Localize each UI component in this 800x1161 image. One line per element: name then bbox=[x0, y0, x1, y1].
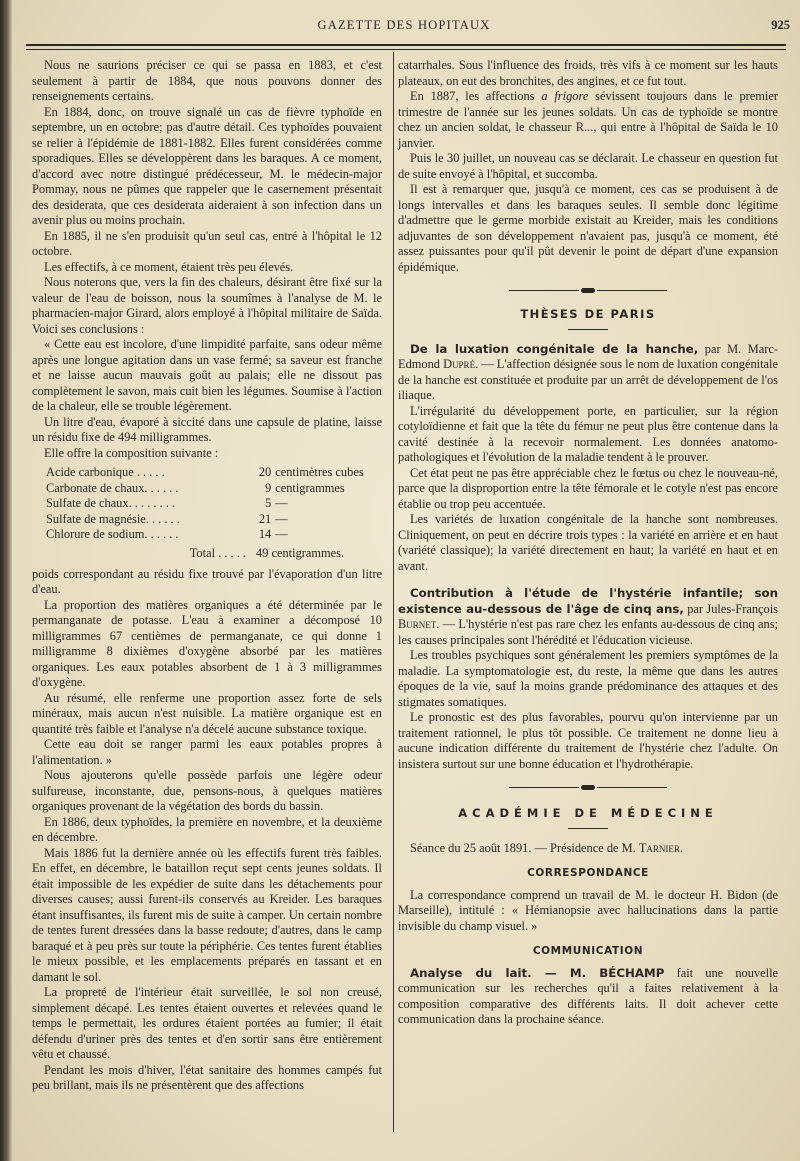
communication-title: Analyse du lait. — M. BÉCHAMP bbox=[410, 965, 665, 980]
heading-rule bbox=[568, 828, 608, 829]
composition-value: 5 bbox=[265, 496, 272, 510]
header-rule-thin bbox=[26, 49, 786, 50]
page-number: 925 bbox=[771, 18, 790, 32]
composition-total-row bbox=[46, 546, 382, 563]
paragraph: Puis le 30 juillet, un nouveau cas se déclarait. Le chasseur en question fut de suite envoyé à l'hôpital, et succomba. bbox=[398, 151, 778, 181]
text-span: par M. Marc-Edmond bbox=[398, 341, 778, 371]
ornament-line bbox=[509, 290, 579, 291]
paragraph: Un litre d'eau, évaporé à siccité dans une capsule de platine, laisse un résidu fixe de 494 milligrammes. bbox=[32, 414, 382, 444]
thesis-title: Contribution à l'étude de l'hystérie infantile; son existence au-dessous de l'âge de cinq ans, bbox=[398, 586, 778, 616]
paragraph: Cet état peut ne pas être appréciable chez le fœtus ou chez le nouveau-né, parce que la disproportion entre la tête fémorale et le cotyle n'est pas encore établie ou trop peu accentuée. bbox=[398, 465, 778, 511]
paragraph: Il est à remarquer que, jusqu'à ce moment, ces cas se produisent à de longs intervalles et dans les baraques seules. Il semble donc légitime d'admettre que le germe morbide existait au Kreider, mais les conditions adjuvantes de son développement n'avaient pas, jusqu'à ce moment, été assez puissantes pour qu'il pût devenir le point de départ d'une expansion épidémique. bbox=[398, 182, 778, 274]
total-label: Total . . . . . bbox=[189, 545, 246, 560]
paragraph: Nous noterons que, vers la fin des chaleurs, désirant être fixé sur la valeur de l'eau de boisson, nous la soumîmes à l'analyse de M. le pharmacien-major Girard, alors employé à l'hôpital militaire de Saïda. Voici ses conclusions : bbox=[32, 275, 382, 336]
paragraph: La propreté de l'intérieur était surveillée, le sol non creusé, simplement décapé. Les tentes étaient ouvertes et relevées quand le temps le permettait, les ordures étaient portées au fumier; il était défendu d'uriner près des tentes et d'en sortir sans être entièrement vêtu et chaussé. bbox=[32, 985, 382, 1061]
composition-row bbox=[46, 496, 382, 512]
paragraph: La proportion des matières organiques a été déterminée par le permanganate de potasse. L'eau à examiner a décomposé 10 milligrammes 67 centièmes de permanganate, ce qui donne 1 milligramme 8 dixièmes d'oxygène absorbé par les matières organiques. Les eaux potables absorbent de 1 à 3 milligrammes d'oxygène. bbox=[32, 597, 382, 689]
composition-unit: — bbox=[275, 511, 288, 526]
composition-row bbox=[46, 527, 382, 543]
paragraph: Les variétés de luxation congénitale de la hanche sont nombreuses. Cliniquement, on peut en décrire trois types : la variété en arrière et en haut (variété classique); la variété directement en haut; la variété en haut et en avant. bbox=[398, 512, 778, 573]
composition-value: 9 bbox=[265, 480, 272, 495]
composition-value: 20 bbox=[258, 465, 272, 479]
paragraph: Les troubles psychiques sont généralement les premiers symptômes de la maladie. La symptomatologie est, du reste, la même que dans les autres époques de la vie, sauf la moins grande prédominance des attaques et des stigmates somatiques. bbox=[398, 648, 778, 709]
composition-unit: — bbox=[275, 496, 288, 510]
paragraph: Mais 1886 fut la dernière année où les effectifs furent très faibles. En effet, en décembre, le bataillon reçut sept cents jeunes soldats. Il était impossible de les expédier de suite dans les détachements pour diverses causes; aussi furent-ils conservés au Kreider. Les baraques étant insuffisantes, ils furent mis de suite à camper. Un certain nombre de tentes furent dressées dans la basse redoute; d'autres, dans le camp baraqué et à peu près sur toute la périphérie. Ces tentes furent établies le mieux possible, et les emplacements préparés en tassant et en damant le sol. bbox=[32, 845, 382, 984]
seance-line bbox=[398, 841, 778, 857]
composition-name: Sulfate de chaux. . . . . . . . bbox=[46, 496, 176, 510]
paragraph: Le pronostic est des plus favorables, pourvu qu'on intervienne par un traitement rationnel, le plus tôt possible. Ce traitement ne donne lieu à aucune indication différente du traitement de l'hystérie chez l'adulte. On insistera surtout sur une bonne éducation et l'hydrothérapie. bbox=[398, 710, 778, 771]
page-header bbox=[18, 14, 790, 38]
composition-name: Sulfate de magnésie. . . . . . bbox=[46, 511, 180, 526]
author-name: Burnet bbox=[398, 617, 437, 631]
right-column bbox=[398, 58, 778, 1028]
text-span: par Jules-François bbox=[683, 601, 778, 616]
text-span: . — L'hystérie n'est pas rare chez les enfants au-dessous de cinq ans; les causes principales sont l'hérédité et l'éducation vicieuse. bbox=[398, 617, 778, 647]
paragraph: Cette eau doit se ranger parmi les eaux potables propres à l'alimentation. » bbox=[32, 737, 382, 767]
paragraph: Elle offre la composition suivante : bbox=[44, 445, 219, 460]
composition-name: Acide carbonique . . . . . bbox=[46, 465, 165, 479]
paragraph: « Cette eau est incolore, d'une limpidité parfaite, sans odeur même après une longue agitation dans un vase fermé; sa saveur est franche et ne laisse aucun mauvais goût au palais; elle ne dissout pas complètement le savon, mais cuit bien les légumes. Soumise à l'action de la chaleur, elle se trouble légèrement. bbox=[32, 337, 382, 413]
president-name: Tarnier bbox=[638, 840, 680, 855]
text-span: fait une nouvelle communication sur les recherches qu'il a faites relativement à la composition comparative des différents laits. Il doit achever cette communication dans la prochaine séance. bbox=[398, 965, 779, 1026]
subheading-correspondance: CORRESPONDANCE bbox=[527, 867, 649, 879]
thesis-entry bbox=[398, 342, 778, 404]
ornament-line bbox=[509, 787, 579, 788]
paragraph bbox=[398, 89, 778, 151]
paragraph: En 1884, donc, on trouve signalé un cas de fièvre typhoïde en septembre, un en octobre; pas d'autre détail. Ces typhoïdes pouvaient se relier à l'épidémie de 1881-1882. Elles furent considérées comme sporadiques. Elles se développèrent dans les baraques. A ce moment, d'accord avec notre distingué prédécesseur, M. le médecin-major Pommay, nous ne pûmes que rappeler que le casernement présentait des desiderata, que ces desiderata aideraient à son infection dans un avenir plus ou moins prochain. bbox=[32, 104, 382, 227]
header-rule-thick bbox=[26, 44, 786, 46]
composition-unit: centigrammes bbox=[275, 480, 345, 495]
ornament-line bbox=[597, 787, 667, 788]
paragraph: En 1885, il ne s'en produisit qu'un seul cas, entré à l'hôpital le 12 octobre. bbox=[32, 228, 382, 258]
composition-value: 21 bbox=[258, 511, 272, 526]
paragraph: Nous ajouterons qu'elle possède parfois une légère odeur sulfureuse, inconstante, due, pensons-nous, à quelques matières organiques provenant de la végétation des bords du bassin. bbox=[32, 768, 382, 813]
paragraph: En 1886, deux typhoïdes, la première en novembre, et la deuxième en décembre. bbox=[32, 814, 382, 844]
heading-rule bbox=[568, 329, 608, 330]
composition-row bbox=[46, 481, 382, 497]
composition-row bbox=[46, 512, 382, 528]
page-binding-edge bbox=[0, 0, 12, 1161]
paragraph: Nous ne saurions préciser ce qui se passa en 1883, et c'est seulement à partir de 1884, que nous pouvons donner des renseignements certains. bbox=[32, 58, 382, 103]
text-span: . bbox=[679, 840, 684, 855]
text-span: sévissent toujours dans le premier trimestre de l'année sur les jeunes soldats. Un cas de typhoïde se montre chez un ancien soldat, le chasseur R..., qui entre à l'hôpital de Saïda le 10 janvier. bbox=[398, 89, 778, 150]
composition-name: Chlorure de sodium. . . . . . bbox=[46, 527, 179, 541]
ornament-dot bbox=[581, 785, 595, 790]
paragraph: Les effectifs, à ce moment, étaient très peu élevés. bbox=[44, 259, 294, 274]
text-span: Séance du 25 août 1891. — Présidence de M. bbox=[410, 840, 639, 855]
italic-term: a frigore bbox=[541, 89, 589, 103]
paragraph: La correspondance comprend un travail de M. le docteur H. Bidon (de Marseille), intitulé : « Hémianopsie avec hallucinations dans la partie invisible du champ visuel. » bbox=[398, 887, 778, 933]
composition-table bbox=[46, 465, 382, 563]
paragraph: Au résumé, elle renferme une proportion assez forte de sels minéraux, mais aucun n'est nuisible. La matière organique est en quantité très faible et l'analyse n'a décelé aucune substance toxique. bbox=[32, 690, 382, 736]
communication-entry bbox=[398, 966, 778, 1028]
author-name: Dupré bbox=[443, 357, 476, 371]
composition-name: Carbonate de chaux. . . . . . bbox=[46, 480, 179, 495]
text-span: . — L'affection désignée sous le nom de luxation congénitale de la hanche est constituée et produite par un arrêt de développement de l'os iliaque. bbox=[398, 357, 778, 402]
section-heading-academie: ACADÉMIE DE MÉDECINE bbox=[458, 806, 718, 820]
thesis-entry bbox=[398, 586, 778, 648]
text-span: En 1887, les affections bbox=[410, 89, 542, 103]
section-ornament bbox=[398, 782, 778, 792]
ornament-dot bbox=[581, 288, 595, 293]
ornament-line bbox=[597, 290, 667, 291]
paragraph: L'irrégularité du développement porte, en particulier, sur la région cotyloïdienne et fait que la tête du fémur ne peut plus être contenue dans la cavité destinée à la recevoir normalement. Les données anatomo-pathologiques et l'évolution de la maladie tendent à le prouver. bbox=[398, 403, 778, 464]
thesis-title: De la luxation congénitale de la hanche, bbox=[410, 341, 699, 356]
section-ornament bbox=[398, 285, 778, 295]
running-head: GAZETTE DES HOPITAUX bbox=[317, 18, 491, 32]
left-column bbox=[32, 58, 382, 1094]
composition-unit: centimètres cubes bbox=[275, 465, 364, 479]
section-heading-theses: THÈSES DE PARIS bbox=[520, 307, 656, 321]
paragraph: catarrhales. Sous l'influence des froids, très vifs à ce moment sur les hauts plateaux, on eut des bronchites, des angines, et ce fut tout. bbox=[398, 58, 778, 88]
composition-unit: — bbox=[275, 527, 288, 541]
column-divider bbox=[393, 52, 394, 1132]
total-value: 49 centigrammes. bbox=[256, 545, 345, 560]
subheading-communication: COMMUNICATION bbox=[532, 945, 644, 957]
composition-row bbox=[46, 465, 382, 481]
paragraph: Pendant les mois d'hiver, l'état sanitaire des hommes campés fut peu brillant, mais ils ne présentèrent que des affections bbox=[32, 1062, 382, 1092]
paragraph: poids correspondant au résidu fixe trouvé par l'évaporation d'un litre d'eau. bbox=[32, 566, 382, 596]
composition-value: 14 bbox=[258, 527, 272, 541]
